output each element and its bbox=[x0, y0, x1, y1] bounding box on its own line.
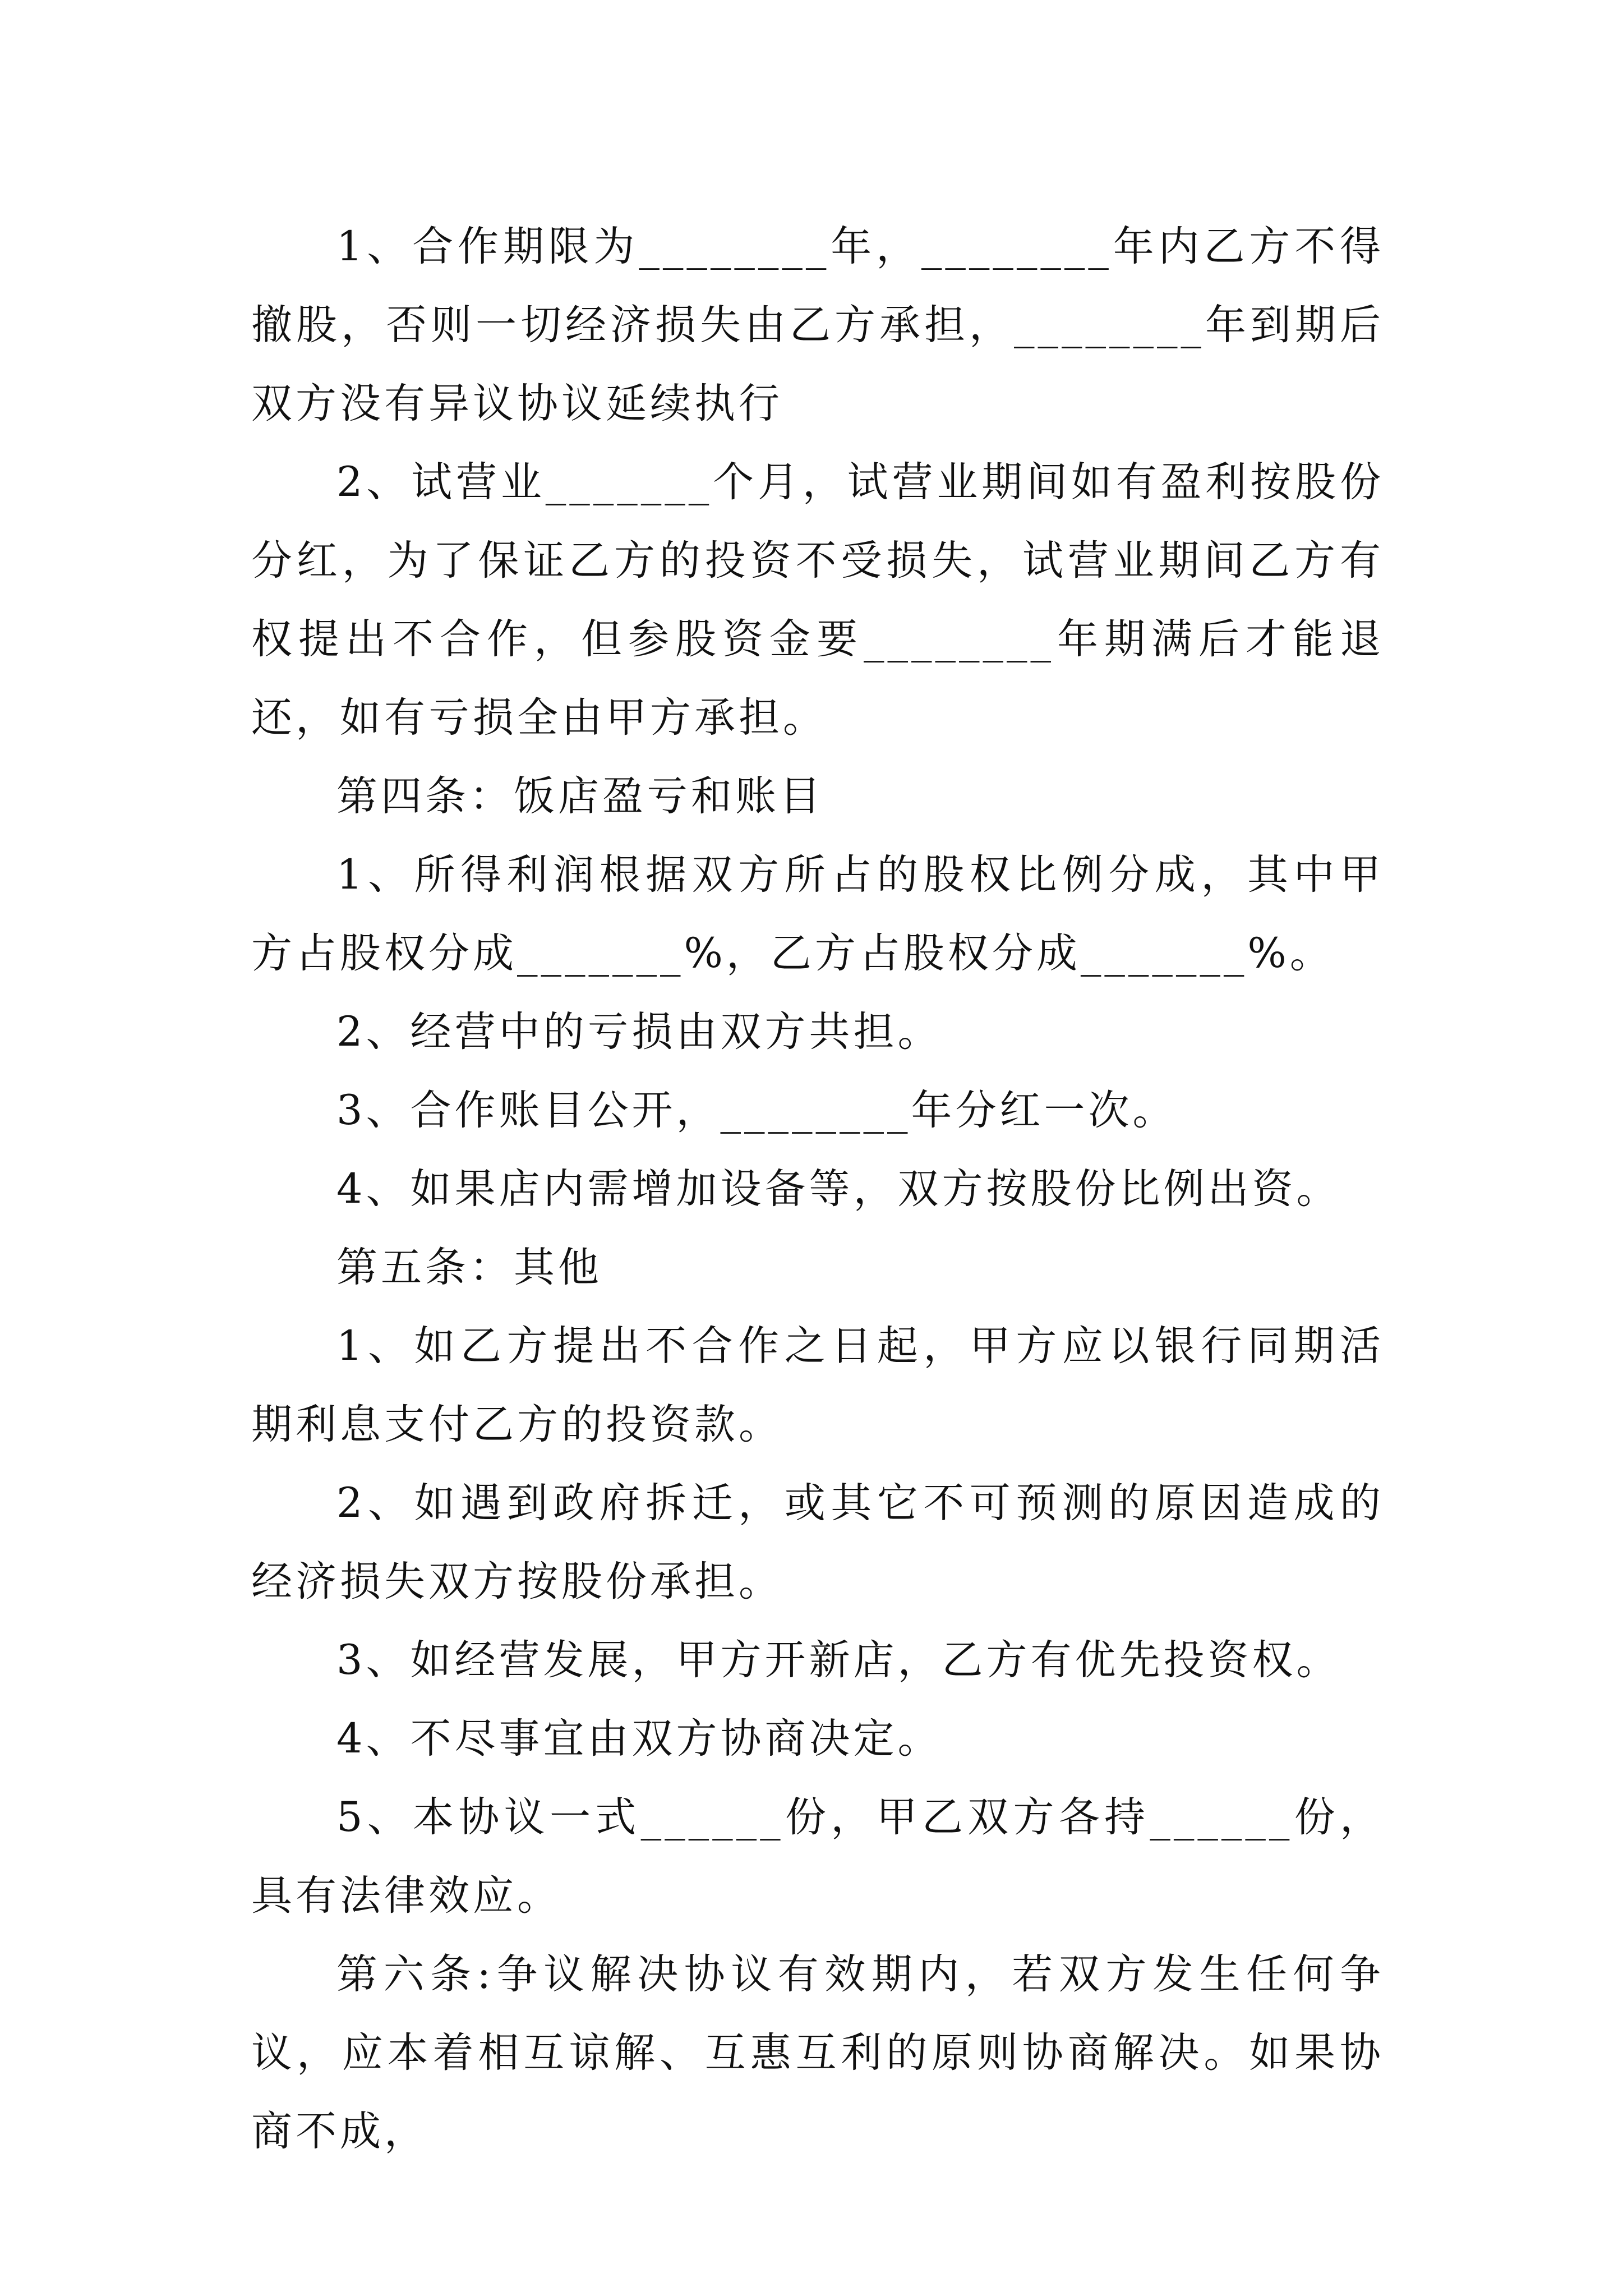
clause-dispute-resolution: 第六条:争议解决协议有效期内，若双方发生任何争议，应本着相互谅解、互惠互利的原则协商解决。如果协商不成， bbox=[251, 1950, 1384, 2155]
clause-accounts-public: 3、合作账目公开，________年分红一次。 bbox=[336, 1087, 1177, 1134]
clause-loss-share: 2、经营中的亏损由双方共担。 bbox=[336, 1008, 942, 1056]
section-heading-article-4: 第四条：饭店盈亏和账目 bbox=[336, 772, 824, 820]
clause-priority-investment: 3、如经营发展，甲方开新店，乙方有优先投资权。 bbox=[336, 1636, 1341, 1684]
clause-equipment-investment: 4、如果店内需增加设备等，双方按股份比例出资。 bbox=[336, 1165, 1341, 1213]
clause-cooperation-term: 1、合作期限为________年，________年内乙方不得撤股，否则一切经济损失由乙方承担，________年到期后双方没有异议协议延续执行 bbox=[251, 223, 1384, 427]
clause-withdrawal-interest: 1、如乙方提出不合作之日起，甲方应以银行同期活期利息支付乙方的投资款。 bbox=[251, 1322, 1384, 1448]
clause-unresolved-matters: 4、不尽事宜由双方协商决定。 bbox=[336, 1715, 942, 1763]
clause-demolition-loss: 2、如遇到政府拆迁，或其它不可预测的原因造成的经济损失双方按股份承担。 bbox=[251, 1479, 1384, 1605]
clause-trial-operation: 2、试营业_______个月，试营业期间如有盈利按股份分红，为了保证乙方的投资不受损失，试营业期间乙方有权提出不合作，但参股资金要________年期满后才能退还，如有亏损全由甲方承担。 bbox=[251, 458, 1384, 742]
clause-copies: 5、本协议一式______份，甲乙双方各持______份，具有法律效应。 bbox=[251, 1793, 1384, 1920]
document-body bbox=[251, 208, 1384, 2171]
section-heading-article-5: 第五条：其他 bbox=[336, 1244, 602, 1291]
clause-profit-share: 1、所得利润根据双方所占的股权比例分成，其中甲方占股权分成_______%，乙方占股权分成_______%。 bbox=[251, 851, 1384, 977]
